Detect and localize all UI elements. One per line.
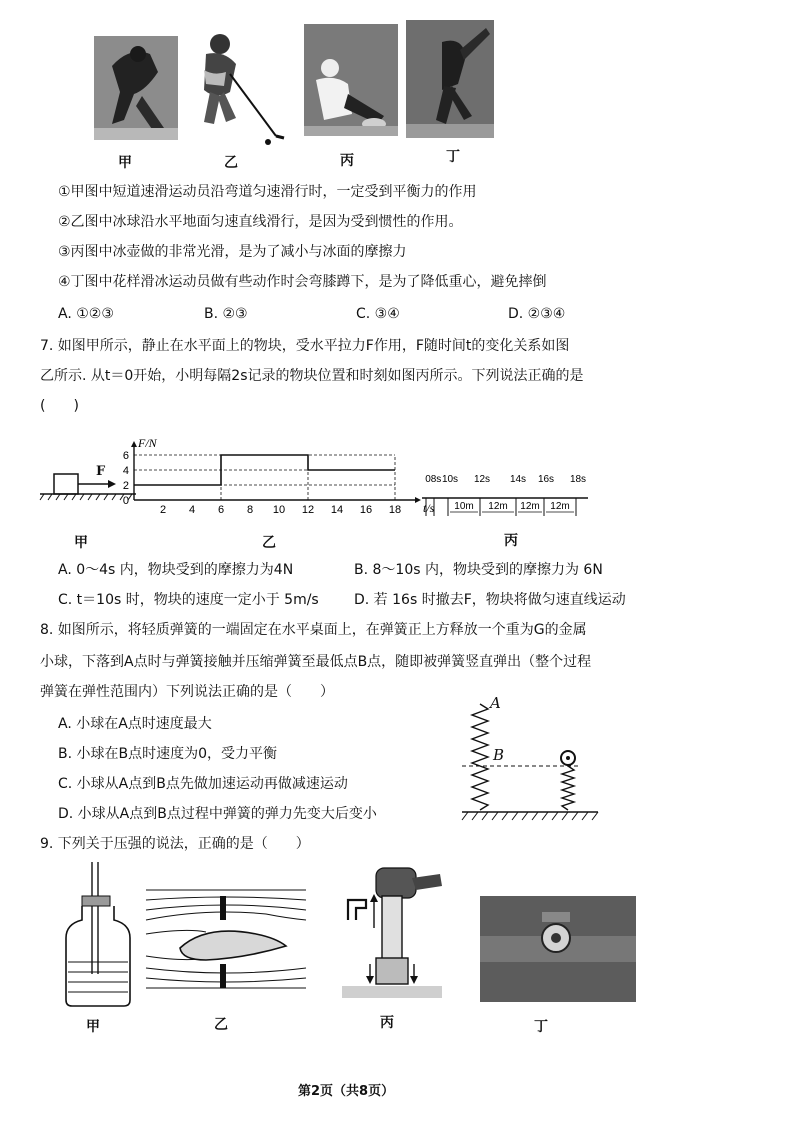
time-label: 10s — [441, 474, 459, 485]
q6-option-d: D. ②③④ — [508, 306, 566, 322]
airfoil — [180, 931, 286, 960]
q6-photo-ding — [406, 20, 494, 138]
down-arrowhead-right — [410, 976, 418, 984]
q6-caption-jia: 甲 — [118, 155, 132, 171]
q6-caption-ding: 丁 — [446, 149, 460, 165]
q8-spring-figure — [460, 694, 610, 826]
time-label: 14s — [509, 474, 527, 485]
q8-label-b: B — [493, 746, 505, 764]
q9-fig-bing-device — [336, 868, 446, 1008]
q6-photo-bing — [304, 24, 398, 136]
figure-skater-ding — [406, 20, 494, 138]
body-column — [382, 896, 402, 960]
up-arrowhead — [370, 894, 378, 902]
distance-label: 10m — [454, 501, 474, 512]
q8-option-a: A. 小球在A点时速度最大 — [58, 716, 212, 732]
x-tick-label: 4 — [188, 504, 196, 516]
lever-left — [348, 900, 366, 920]
q8-option-b: B. 小球在B点时速度为0，受力平衡 — [58, 746, 278, 762]
q9-fig-jia-bottle — [62, 862, 132, 1012]
x-tick-label: 14 — [330, 504, 344, 516]
down-arrowhead-left — [366, 976, 374, 984]
spring-uncompressed — [472, 704, 488, 810]
q9-caption-jia: 甲 — [86, 1019, 100, 1035]
suction-base — [376, 958, 408, 984]
q6-caption-bing: 丙 — [340, 153, 354, 169]
y-axis-label: F/N — [138, 436, 157, 450]
q7-caption-jia: 甲 — [74, 535, 88, 551]
q6-caption-yi: 乙 — [224, 155, 238, 171]
y-tick-label: 6 — [122, 450, 129, 462]
q7-stem-line3: ( ) — [40, 398, 79, 414]
stopper — [82, 896, 110, 906]
device-photo-ding — [480, 896, 636, 1002]
mount-top — [220, 896, 226, 920]
hand-grip — [376, 868, 416, 898]
q7-caption-yi: 乙 — [262, 535, 276, 551]
time-label: 12s — [473, 474, 491, 485]
q8-option-c: C. 小球从A点到B点先做加速运动再做减速运动 — [58, 776, 348, 792]
q7-ft-chart — [112, 436, 435, 520]
q9-caption-bing: 丙 — [380, 1015, 394, 1031]
q7-stem-line2: 乙所示. 从t＝0开始，小明每隔2s记录的物块位置和时刻如图丙所示。下列说法正确的是 — [40, 368, 584, 384]
q6-option-b: B. ②③ — [204, 306, 248, 322]
y-axis-arrowhead — [131, 441, 137, 447]
distance-label: 12m — [520, 501, 540, 512]
skater-figure-jia — [94, 36, 178, 140]
x-tick-label: 12 — [301, 504, 315, 516]
q9-caption-yi: 乙 — [214, 1017, 228, 1033]
q6-statement-2: ②乙图中冰球沿水平地面匀速直线滑行，是因为受到惯性的作用。 — [58, 214, 463, 230]
spring-compressed — [562, 766, 574, 810]
q6-statement-1: ①甲图中短道速滑运动员沿弯道匀速滑行时，一定受到平衡力的作用 — [58, 184, 477, 200]
q7-option-d: D. 若 16s 时撤去F，物块将做匀速直线运动 — [354, 592, 626, 608]
time-label: 16s — [537, 474, 555, 485]
distance-label: 12m — [488, 501, 508, 512]
ball-center — [566, 756, 570, 760]
page-footer: 第2页（共8页） — [298, 1084, 395, 1099]
q7-option-a: A. 0～4s 内，物块受到的摩擦力为4N — [58, 562, 294, 578]
q9-caption-ding: 丁 — [534, 1019, 548, 1035]
q9-stem: 9. 下列关于压强的说法，正确的是（ ） — [40, 836, 310, 852]
y-tick-label: 4 — [122, 465, 129, 477]
q7-option-c: C. t＝10s 时，物块的速度一定小于 5m/s — [58, 592, 319, 608]
q9-photo-ding — [480, 896, 636, 1002]
q6-option-c: C. ③④ — [356, 306, 400, 322]
distance-label: 12m — [550, 501, 570, 512]
y-tick-label: 2 — [122, 480, 129, 492]
q8-stem-line1: 8. 如图所示，将轻质弹簧的一端固定在水平桌面上，在弹簧正上方释放一个重为G的金属 — [40, 622, 587, 638]
x-tick-label: 10 — [272, 504, 286, 516]
x-axis-label: t/s — [423, 501, 435, 515]
hockey-player-figure-yi — [180, 30, 286, 148]
q7-stem-line1: 7. 如图甲所示，静止在水平面上的物块，受水平拉力F作用，F随时间t的变化关系如图 — [40, 338, 570, 354]
q6-statement-3: ③丙图中冰壶做的非常光滑，是为了减小与冰面的摩擦力 — [58, 244, 407, 260]
x-tick-label: 16 — [359, 504, 373, 516]
curling-figure-bing — [304, 24, 398, 136]
time-label: 8s — [430, 474, 442, 485]
q6-option-a: A. ①②③ — [58, 306, 114, 322]
q7-option-b: B. 8～10s 内，物块受到的摩擦力为 6N — [354, 562, 603, 578]
q8-label-a: A — [490, 694, 501, 712]
q9-fig-yi-airfoil — [146, 884, 306, 994]
q7-force-label: F — [96, 464, 106, 479]
x-tick-label: 8 — [246, 504, 254, 516]
q8-stem-line3: 弹簧在弹性范围内）下列说法正确的是（ ） — [40, 684, 334, 700]
surface — [342, 986, 442, 998]
block — [54, 474, 78, 494]
ground-hatch — [462, 812, 598, 820]
q8-stem-line2: 小球，下落到A点时与弹簧接触并压缩弹簧至最低点B点，随即被弹簧竖直弹出（整个过程 — [40, 654, 592, 670]
y-tick-label: 0 — [122, 495, 129, 507]
q7-caption-bing: 丙 — [504, 533, 518, 549]
q6-statement-4: ④丁图中花样滑冰运动员做有些动作时会弯膝蹲下，是为了降低重心，避免摔倒 — [58, 274, 547, 290]
x-tick-label: 2 — [159, 504, 167, 516]
q6-photo-yi — [180, 30, 286, 148]
time-label: 0 — [425, 474, 431, 485]
x-tick-label: 6 — [217, 504, 225, 516]
mount-bottom — [220, 964, 226, 988]
q7-position-record — [420, 470, 590, 520]
q8-option-d: D. 小球从A点到B点过程中弹簧的弹力先变大后变小 — [58, 806, 377, 822]
q6-photo-jia — [94, 36, 178, 140]
x-tick-label: 18 — [388, 504, 402, 516]
time-label: 18s — [569, 474, 587, 485]
